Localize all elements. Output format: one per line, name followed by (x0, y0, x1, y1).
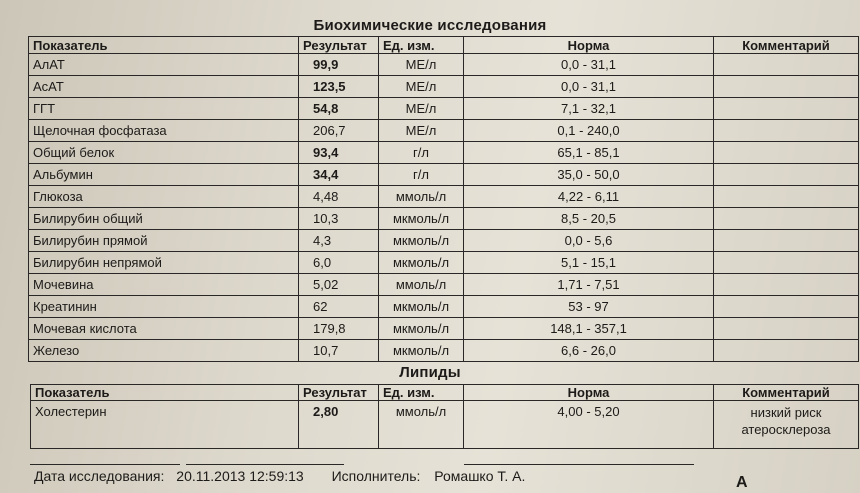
unit-value: ммоль/л (379, 274, 464, 296)
unit-value: мкмоль/л (379, 208, 464, 230)
norm-value: 4,22 - 6,11 (464, 186, 714, 208)
table-row (29, 318, 859, 340)
header-comment: Комментарий (714, 37, 859, 54)
executor-value: Ромашко Т. А. (434, 468, 526, 484)
norm-value: 148,1 - 357,1 (464, 318, 714, 340)
unit-value: мкмоль/л (379, 340, 464, 362)
norm-value: 1,71 - 7,51 (464, 274, 714, 296)
result-value: 54,8 (299, 98, 379, 120)
indicator-name: Глюкоза (29, 186, 299, 208)
indicator-name: Железо (29, 340, 299, 362)
header-result: Результат (299, 37, 379, 54)
unit-value: мкмоль/л (379, 318, 464, 340)
result-value: 62 (299, 296, 379, 318)
indicator-name: Мочевина (29, 274, 299, 296)
indicator-name: Альбумин (29, 164, 299, 186)
lipid-comment: низкий риск атеросклероза (714, 401, 859, 449)
footer-divider (464, 464, 694, 465)
indicator-name: Креатинин (29, 296, 299, 318)
result-value: 10,3 (299, 208, 379, 230)
unit-value: МЕ/л (379, 120, 464, 142)
lipids-table (30, 384, 859, 449)
comment-value (714, 142, 859, 164)
result-value: 5,02 (299, 274, 379, 296)
unit-value: МЕ/л (379, 76, 464, 98)
lipids-header-row (31, 385, 859, 401)
comment-value (714, 318, 859, 340)
header-unit: Ед. изм. (379, 37, 464, 54)
table-row (29, 252, 859, 274)
indicator-name: Билирубин непрямой (29, 252, 299, 274)
unit-value: мкмоль/л (379, 252, 464, 274)
header-norm: Норма (464, 37, 714, 54)
table-row (29, 98, 859, 120)
comment-value (714, 208, 859, 230)
norm-value: 0,1 - 240,0 (464, 120, 714, 142)
comment-value (714, 164, 859, 186)
norm-value: 0,0 - 31,1 (464, 76, 714, 98)
table-row (29, 186, 859, 208)
indicator-name: Билирубин общий (29, 208, 299, 230)
lipids-title: Липиды (399, 364, 461, 381)
header-indicator: Показатель (29, 37, 299, 54)
footer (34, 468, 525, 484)
table-row (29, 76, 859, 98)
comment-value (714, 76, 859, 98)
result-value: 34,4 (299, 164, 379, 186)
lipids-header-comment: Комментарий (714, 385, 859, 401)
unit-value: г/л (379, 142, 464, 164)
lipid-result: 2,80 (299, 401, 379, 449)
unit-value: мкмоль/л (379, 296, 464, 318)
norm-value: 53 - 97 (464, 296, 714, 318)
norm-value: 8,5 - 20,5 (464, 208, 714, 230)
comment-value (714, 98, 859, 120)
lipid-name: Холестерин (31, 401, 299, 449)
unit-value: МЕ/л (379, 98, 464, 120)
unit-value: г/л (379, 164, 464, 186)
lipids-header-norm: Норма (464, 385, 714, 401)
unit-value: МЕ/л (379, 54, 464, 76)
result-value: 6,0 (299, 252, 379, 274)
indicator-name: АлАТ (29, 54, 299, 76)
norm-value: 5,1 - 15,1 (464, 252, 714, 274)
comment-value (714, 274, 859, 296)
executor-label: Исполнитель: (331, 468, 421, 484)
result-value: 93,4 (299, 142, 379, 164)
comment-value (714, 340, 859, 362)
table-row (29, 164, 859, 186)
result-value: 123,5 (299, 76, 379, 98)
footer-divider (186, 464, 344, 465)
footer-divider (30, 464, 180, 465)
comment-value (714, 186, 859, 208)
date-value: 20.11.2013 12:59:13 (176, 468, 304, 484)
norm-value: 65,1 - 85,1 (464, 142, 714, 164)
date-label: Дата исследования: (34, 468, 165, 484)
result-value: 206,7 (299, 120, 379, 142)
table-row (29, 208, 859, 230)
lipid-norm: 4,00 - 5,20 (464, 401, 714, 449)
table-row (29, 120, 859, 142)
comment-value (714, 296, 859, 318)
norm-value: 0,0 - 5,6 (464, 230, 714, 252)
indicator-name: Общий белок (29, 142, 299, 164)
indicator-name: ГГТ (29, 98, 299, 120)
norm-value: 35,0 - 50,0 (464, 164, 714, 186)
lipids-header-unit: Ед. изм. (379, 385, 464, 401)
biochem-title: Биохимические исследования (313, 17, 547, 34)
result-value: 10,7 (299, 340, 379, 362)
indicator-name: Билирубин прямой (29, 230, 299, 252)
indicator-name: АсАТ (29, 76, 299, 98)
result-value: 4,3 (299, 230, 379, 252)
biochem-body (29, 54, 859, 362)
norm-value: 7,1 - 32,1 (464, 98, 714, 120)
result-value: 4,48 (299, 186, 379, 208)
norm-value: 6,6 - 26,0 (464, 340, 714, 362)
norm-value: 0,0 - 31,1 (464, 54, 714, 76)
table-row (29, 274, 859, 296)
unit-value: ммоль/л (379, 186, 464, 208)
comment-value (714, 120, 859, 142)
table-row (29, 296, 859, 318)
indicator-name: Мочевая кислота (29, 318, 299, 340)
table-row (29, 142, 859, 164)
table-row (29, 340, 859, 362)
table-row (29, 54, 859, 76)
table-row (31, 401, 859, 449)
comment-value (714, 230, 859, 252)
lipids-header-result: Результат (299, 385, 379, 401)
lipids-header-indicator: Показатель (31, 385, 299, 401)
indicator-name: Щелочная фосфатаза (29, 120, 299, 142)
comment-value (714, 54, 859, 76)
biochem-header-row (29, 37, 859, 54)
unit-value: мкмоль/л (379, 230, 464, 252)
corner-mark: А (736, 474, 748, 491)
result-value: 179,8 (299, 318, 379, 340)
result-value: 99,9 (299, 54, 379, 76)
table-row (29, 230, 859, 252)
lipid-unit: ммоль/л (379, 401, 464, 449)
comment-value (714, 252, 859, 274)
biochem-table (28, 36, 859, 362)
